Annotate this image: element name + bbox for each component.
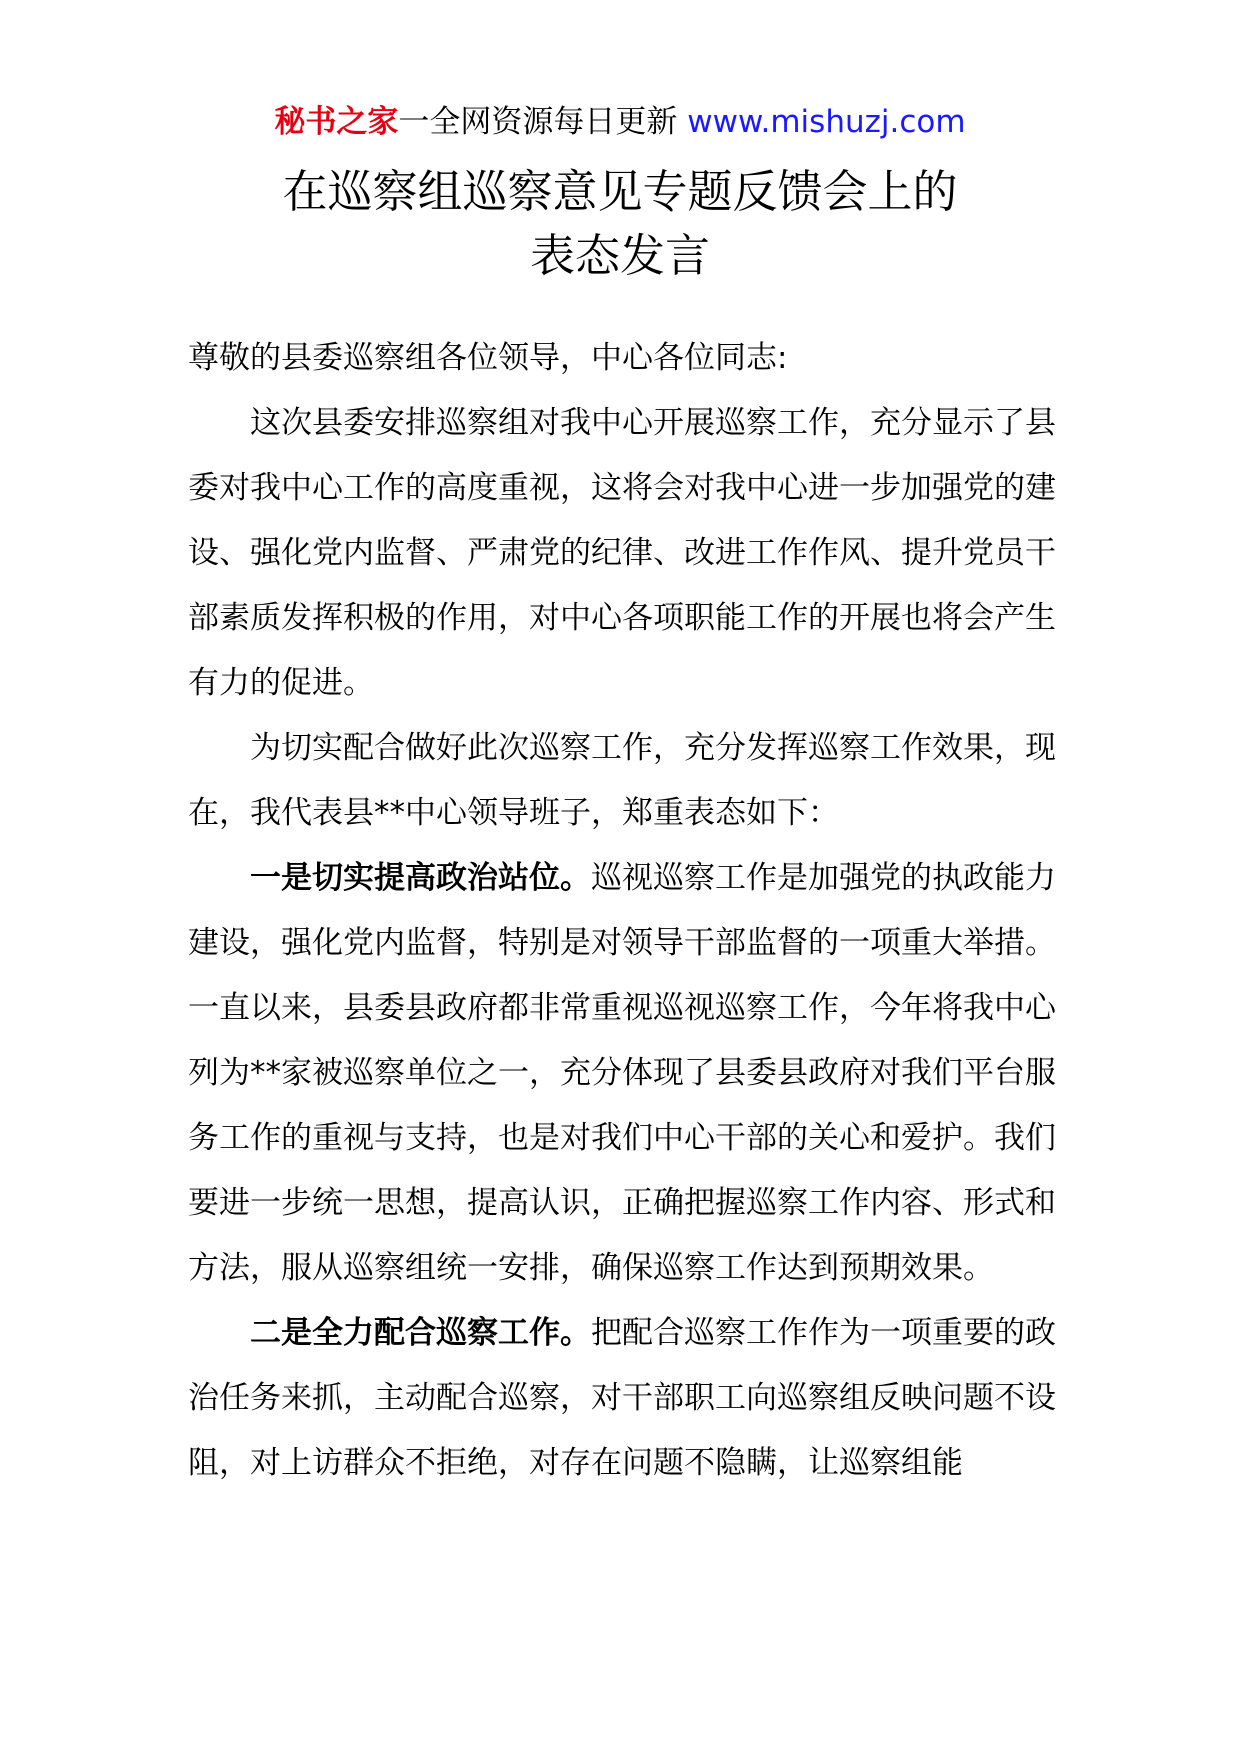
site-url[interactable]: www.mishuzj.com <box>687 104 966 140</box>
site-header <box>0 100 1240 144</box>
title-line-2: 表态发言 <box>529 229 710 282</box>
paragraph-2: 为切实配合做好此次巡察工作，充分发挥巡察工作效果，现在，我代表县**中心领导班子，郑重表态如下： <box>188 730 1056 831</box>
brand-name: 秘书之家 <box>274 104 399 140</box>
paragraph-3 <box>188 846 1056 1301</box>
document-body <box>188 326 1056 1496</box>
paragraph-3-text: 巡视巡察工作是加强党的执政能力建设，强化党内监督，特别是对领导干部监督的一项重大举措。一直以来，县委县政府都非常重视巡视巡察工作，今年将我中心列为**家被巡察单位之一，充分体现了县委县政府对我们平台服务工作的重视与支持，也是对我们中心干部的关心和爱护。我们要进一步统一思想，提高认识，正确把握巡察工作内容、形式和方法，服从巡察组统一安排，确保巡察工作达到预期效果。 <box>188 860 1056 1286</box>
paragraph-3-heading: 一是切实提高政治站位。 <box>250 860 591 896</box>
paragraph-4-text: 把配合巡察工作作为一项重要的政治任务来抓，主动配合巡察，对干部职工向巡察组反映问题不设阻，对上访群众不拒绝，对存在问题不隐瞒，让巡察组能 <box>188 1315 1056 1481</box>
paragraph-4-heading: 二是全力配合巡察工作。 <box>250 1315 591 1351</box>
document-title <box>0 160 1240 288</box>
brand-tagline: 一全网资源每日更新 <box>398 104 678 140</box>
paragraph-4 <box>188 1301 1056 1496</box>
salutation: 尊敬的县委巡察组各位领导，中心各位同志: <box>188 340 788 376</box>
paragraph-1: 这次县委安排巡察组对我中心开展巡察工作，充分显示了县委对我中心工作的高度重视，这将会对我中心进一步加强党的建设、强化党内监督、严肃党的纪律、改进工作作风、提升党员干部素质发挥积极的作用，对中心各项职能工作的开展也将会产生有力的促进。 <box>188 405 1056 701</box>
title-line-1: 在巡察组巡察意见专题反馈会上的 <box>282 165 958 218</box>
